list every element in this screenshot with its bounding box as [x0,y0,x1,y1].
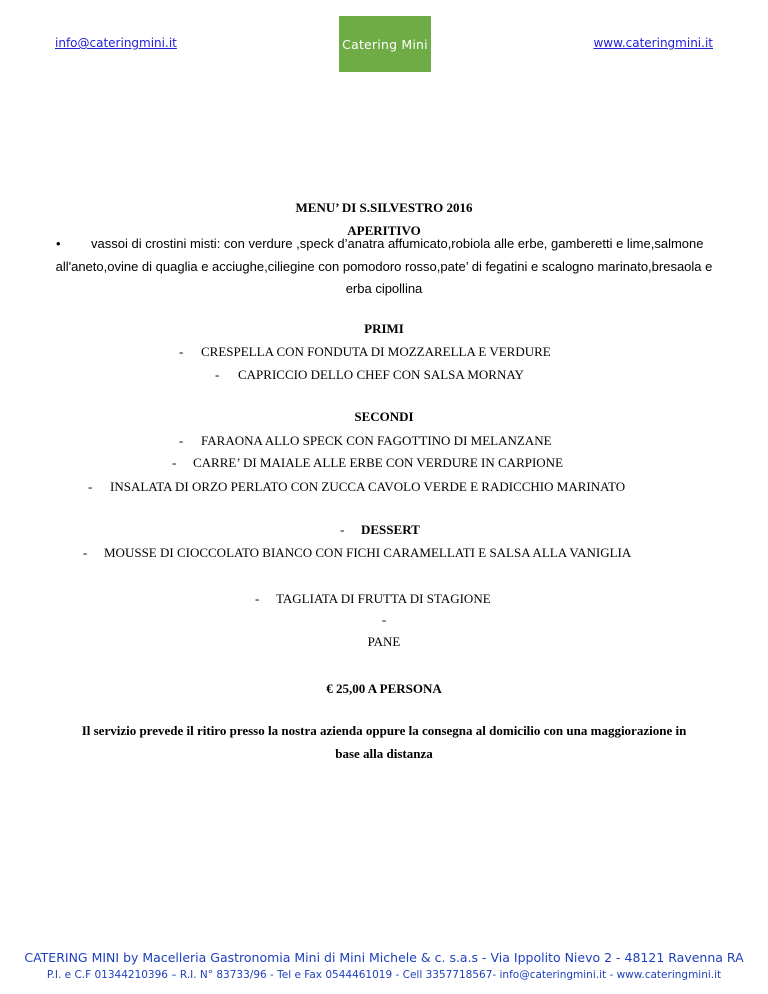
aperitivo-line-2: all'aneto,ovine di quaglia e acciughe,ciliegine con pomodoro rosso,pate’ di fegatini e scalogno marinato,bresaola e [55,259,713,274]
footer-company-line: CATERING MINI by Macelleria Gastronomia Mini di Mini Michele & c. s.a.s - Via Ippolito Nievo 2 - 48121 Ravenna RA [24,950,744,965]
menu-title: MENU’ DI S.SILVESTRO 2016 [295,200,473,215]
dash-marker: - [215,367,220,382]
bullet-icon: • [56,236,61,251]
aperitivo-line-1: vassoi di crostini misti: con verdure ,speck d’anatra affumicato,robiola alle erbe, gamberetti e lime,salmone [91,236,704,251]
pane-item: PANE [367,634,401,649]
logo-text: Catering Mini [342,36,428,52]
dash-marker: - [88,479,93,494]
dash-marker: - [340,522,345,537]
dash-marker: - [83,545,88,560]
aperitivo-heading: APERITIVO [347,223,421,238]
service-note-line-1: Il servizio prevede il ritiro presso la nostra azienda oppure la consegna al domicilio con una maggiorazione in [81,723,687,738]
primi-heading: PRIMI [364,321,404,336]
secondi-item-2: CARRE’ DI MAIALE ALLE ERBE CON VERDURE IN CARPIONE [193,455,564,470]
secondi-item-3: INSALATA DI ORZO PERLATO CON ZUCCA CAVOLO VERDE E RADICCHIO MARINATO [110,479,626,494]
dessert-item-2: TAGLIATA DI FRUTTA DI STAGIONE [276,591,491,606]
primi-item-1: CRESPELLA CON FONDUTA DI MOZZARELLA E VERDURE [201,344,551,359]
secondi-item-1: FARAONA ALLO SPECK CON FAGOTTINO DI MELANZANE [201,433,552,448]
dessert-heading: DESSERT [361,522,420,537]
aperitivo-line-3: erba cipollina [345,281,423,296]
price: € 25,00 A PERSONA [326,681,442,696]
email-link[interactable]: info@cateringmini.it [55,36,177,50]
website-link[interactable]: www.cateringmini.it [593,36,713,50]
dash-marker: - [172,455,177,470]
dessert-item-1: MOUSSE DI CIOCCOLATO BIANCO CON FICHI CARAMELLATI E SALSA ALLA VANIGLIA [104,545,632,560]
dash-marker: - [179,344,184,359]
footer-contact-line: P.I. e C.F 01344210396 – R.I. N° 83733/96 - Tel e Fax 0544461019 - Cell 3357718567- info@cateringmini.it - www.cateringmini.it [46,969,722,981]
dash-marker: - [255,591,260,606]
catering-mini-logo [339,16,431,72]
primi-item-2: CAPRICCIO DELLO CHEF CON SALSA MORNAY [238,367,524,382]
service-note-line-2: base alla distanza [335,746,433,761]
dash-marker: - [179,433,184,448]
dash-marker: - [381,612,387,627]
secondi-heading: SECONDI [354,409,414,424]
